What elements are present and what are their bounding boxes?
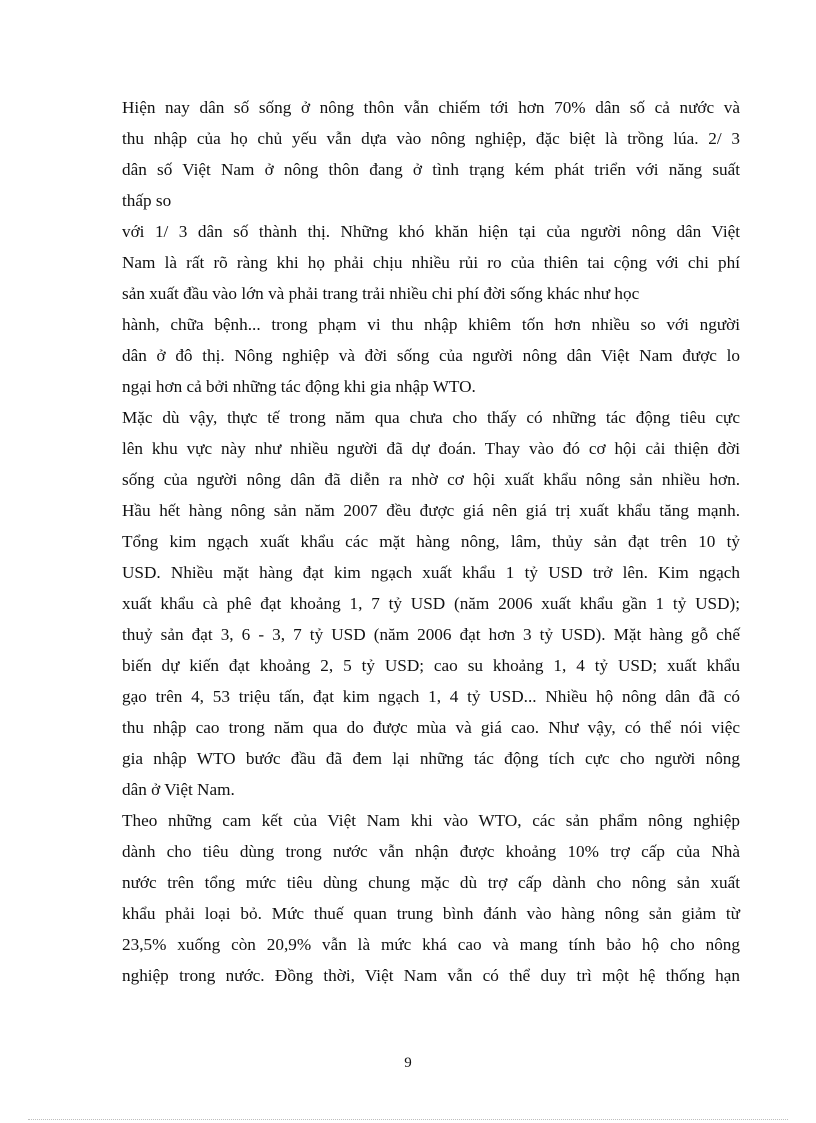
body-text [122, 92, 740, 991]
text-line: nghiệp trong nước. Đồng thời, Việt Nam vẫn có thể duy trì một hệ thống hạn [122, 966, 740, 985]
text-line: lên khu vực này như nhiều người đã dự đoán. Thay vào đó cơ hội cải thiện đời [122, 439, 740, 458]
text-line: hành, chữa bệnh... trong phạm vi thu nhập khiêm tốn hơn nhiều so với người [122, 315, 740, 334]
footer-divider [28, 1119, 788, 1120]
text-line: nước trên tổng mức tiêu dùng chung mặc dù trợ cấp dành cho nông sản xuất [122, 873, 740, 892]
text-line: dân số Việt Nam ở nông thôn đang ở tình trạng kém phát triển với năng suất [122, 160, 740, 179]
text-line: dành cho tiêu dùng trong nước vẫn nhận được khoảng 10% trợ cấp của Nhà [122, 842, 740, 861]
page-number: 9 [404, 1055, 412, 1071]
text-line: sống của người nông dân đã diễn ra nhờ cơ hội xuất khẩu nông sản nhiều hơn. [122, 470, 740, 489]
text-line: gạo trên 4, 53 triệu tấn, đạt kim ngạch 1, 4 tỷ USD... Nhiều hộ nông dân đã có [122, 687, 740, 706]
text-line: 23,5% xuống còn 20,9% vẫn là mức khá cao và mang tính bảo hộ cho nông [122, 935, 740, 954]
text-line: thuỷ sản đạt 3, 6 - 3, 7 tỷ USD (năm 2006 đạt hơn 3 tỷ USD). Mặt hàng gỗ chế [122, 625, 740, 644]
text-line: Nam là rất rõ ràng khi họ phải chịu nhiều rủi ro của thiên tai cộng với chi phí [122, 253, 740, 272]
text-line: thấp so [122, 191, 172, 210]
text-line: Tổng kim ngạch xuất khẩu các mặt hàng nông, lâm, thủy sản đạt trên 10 tỷ [122, 532, 740, 551]
text-line: Hầu hết hàng nông sản năm 2007 đều được giá nên giá trị xuất khẩu tăng mạnh. [122, 501, 740, 520]
text-line: USD. Nhiều mặt hàng đạt kim ngạch xuất khẩu 1 tỷ USD trở lên. Kim ngạch [122, 563, 740, 582]
text-line: xuất khẩu cà phê đạt khoảng 1, 7 tỷ USD (năm 2006 xuất khẩu gần 1 tỷ USD); [122, 594, 740, 613]
text-line: Hiện nay dân số sống ở nông thôn vẫn chiếm tới hơn 70% dân số cả nước và [122, 98, 740, 117]
text-line: thu nhập của họ chủ yếu vẫn dựa vào nông nghiệp, đặc biệt là trồng lúa. 2/ 3 [122, 129, 740, 148]
text-line: biến dự kiến đạt khoảng 2, 5 tỷ USD; cao su khoảng 1, 4 tỷ USD; xuất khẩu [122, 656, 740, 675]
text-line: Mặc dù vậy, thực tế trong năm qua chưa cho thấy có những tác động tiêu cực [122, 408, 740, 427]
text-line: thu nhập cao trong năm qua do được mùa và giá cao. Như vậy, có thể nói việc [122, 718, 740, 737]
text-line: với 1/ 3 dân số thành thị. Những khó khăn hiện tại của người nông dân Việt [122, 222, 740, 241]
text-line: ngại hơn cả bởi những tác động khi gia nhập WTO. [122, 377, 476, 396]
text-line: Theo những cam kết của Việt Nam khi vào WTO, các sản phẩm nông nghiệp [122, 811, 740, 830]
text-line: dân ở Việt Nam. [122, 780, 235, 799]
text-line: khẩu phải loại bỏ. Mức thuế quan trung bình đánh vào hàng nông sản giảm từ [122, 904, 740, 923]
text-line: gia nhập WTO bước đầu đã đem lại những tác động tích cực cho người nông [122, 749, 740, 768]
text-line: dân ở đô thị. Nông nghiệp và đời sống của người nông dân Việt Nam được lo [122, 346, 740, 365]
text-line: sản xuất đầu vào lớn và phải trang trải nhiều chi phí đời sống khác như học [122, 284, 640, 303]
